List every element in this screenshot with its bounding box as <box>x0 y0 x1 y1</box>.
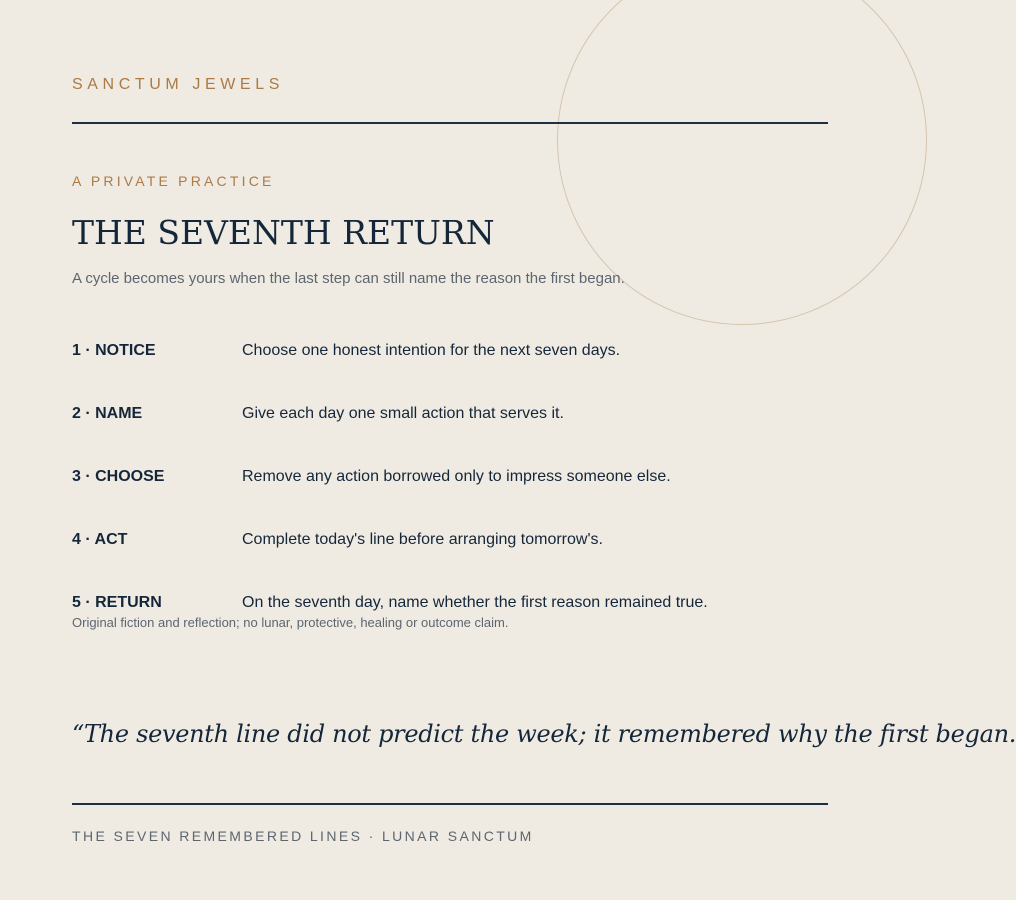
step-text: Complete today's line before arranging tomorrow's. <box>242 531 603 548</box>
step-label: 2 · NAME <box>72 405 143 422</box>
brand-name: SANCTUM JEWELS <box>72 76 284 93</box>
step-label: 5 · RETURN <box>72 594 162 611</box>
step-item <box>72 342 872 405</box>
step-item <box>72 405 872 468</box>
top-divider <box>72 122 828 124</box>
footer-text: THE SEVEN REMEMBERED LINES · LUNAR SANCTUM <box>72 828 534 844</box>
step-text: On the seventh day, name whether the first reason remained true. <box>242 594 708 611</box>
pull-quote: “The seventh line did not predict the week; it remembered why the first began. <box>72 720 1016 748</box>
step-item <box>72 468 872 531</box>
step-text: Choose one honest intention for the next seven days. <box>242 342 621 359</box>
disclaimer-note: Original fiction and reflection; no lunar, protective, healing or outcome claim. <box>72 615 509 630</box>
step-label: 3 · CHOOSE <box>72 468 165 485</box>
steps-list <box>72 342 872 657</box>
bottom-divider <box>72 803 828 805</box>
step-label: 4 · ACT <box>72 531 128 548</box>
step-item <box>72 531 872 594</box>
page-subtitle: A cycle becomes yours when the last step can still name the reason the first began. <box>72 270 625 287</box>
step-text: Remove any action borrowed only to impress someone else. <box>242 468 671 485</box>
step-label: 1 · NOTICE <box>72 342 156 359</box>
page-title: THE SEVENTH RETURN <box>72 213 495 252</box>
step-text: Give each day one small action that serves it. <box>242 405 564 422</box>
eyebrow-label: A PRIVATE PRACTICE <box>72 173 275 189</box>
